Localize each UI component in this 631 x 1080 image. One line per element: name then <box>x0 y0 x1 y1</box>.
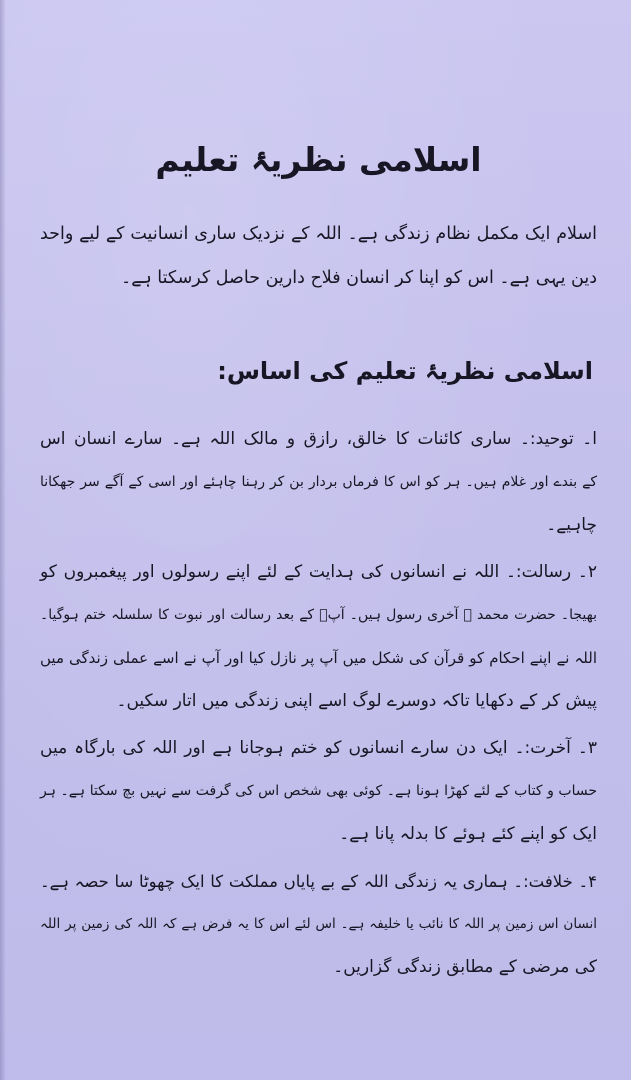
paragraph-line: پیش کر کے دکھایا تاکہ دوسرے لوگ اسے اپنی زندگی میں اتار سکیں۔ <box>116 691 597 711</box>
section-akhirat <box>40 727 597 856</box>
sections-list <box>40 418 597 993</box>
intro-line: اسلام ایک مکمل نظام زندگی ہے۔ اللہ کے نزدیک ساری انسانیت کے لیے واحد <box>40 224 597 244</box>
paragraph-line: حساب و کتاب کے لئے کھڑا ہونا ہے۔ کوئی بھی شخص اس کی گرفت سے نہیں بچ سکتا ہے۔ ہر <box>40 783 597 799</box>
section-khilafat <box>40 860 597 989</box>
section-tawheed <box>40 418 597 547</box>
paragraph-line: کے بندے اور غلام ہیں۔ ہر کو اس کا فرماں بردار بن کر رہنا چاہئے اور اسی کے آگے سر جھکانا <box>40 474 597 490</box>
paragraph-line: ایک کو اپنے کئے ہوئے کا بدلہ پانا ہے۔ <box>339 824 597 844</box>
section-risalat <box>40 551 597 723</box>
section-heading: اسلامی نظریۂ تعلیم کی اساس: <box>217 357 593 385</box>
paragraph-line: کی مرضی کے مطابق زندگی گزاریں۔ <box>333 957 597 977</box>
paragraph-line: بھیجا۔ حضرت محمد ﷺ آخری رسول ہیں۔ آپؐ کے بعد رسالت اور نبوت کا سلسلہ ختم ہوگیا۔ <box>40 607 597 623</box>
intro-line: دین یہی ہے۔ اس کو اپنا کر انسان فلاح دارین حاصل کرسکتا ہے۔ <box>120 268 597 288</box>
paragraph-line: اللہ نے اپنے احکام کو قرآن کی شکل میں آپ پر نازل کیا اور آپ نے اسے عملی زندگی میں <box>40 649 597 667</box>
paragraph-line: انسان اس زمین پر اللہ کا نائب یا خلیفہ ہے۔ اس لئے اس کا یہ فرض ہے کہ اللہ کی زمین پر اللہ <box>40 916 597 932</box>
page-title: اسلامی نظریۂ تعلیم <box>155 140 482 179</box>
paragraph-line: چاہیے۔ <box>546 515 597 535</box>
paragraph-line: ۳۔ آخرت:۔ ایک دن سارے انسانوں کو ختم ہوجانا ہے اور اللہ کی بارگاہ میں <box>40 738 597 758</box>
intro-paragraph <box>40 212 597 300</box>
page-edge-shadow <box>0 0 6 1080</box>
paragraph-line: ۲۔ رسالت:۔ اللہ نے انسانوں کی ہدایت کے لئے اپنے رسولوں اور پیغمبروں کو <box>40 562 597 582</box>
paragraph-line: ا۔ توحید:۔ ساری کائنات کا خالق، رازق و مالک اللہ ہے۔ سارے انسان اس <box>40 429 597 449</box>
paragraph-line: ۴۔ خلافت:۔ ہماری یہ زندگی اللہ کے بے پایاں مملکت کا ایک چھوٹا سا حصہ ہے۔ <box>40 872 597 891</box>
